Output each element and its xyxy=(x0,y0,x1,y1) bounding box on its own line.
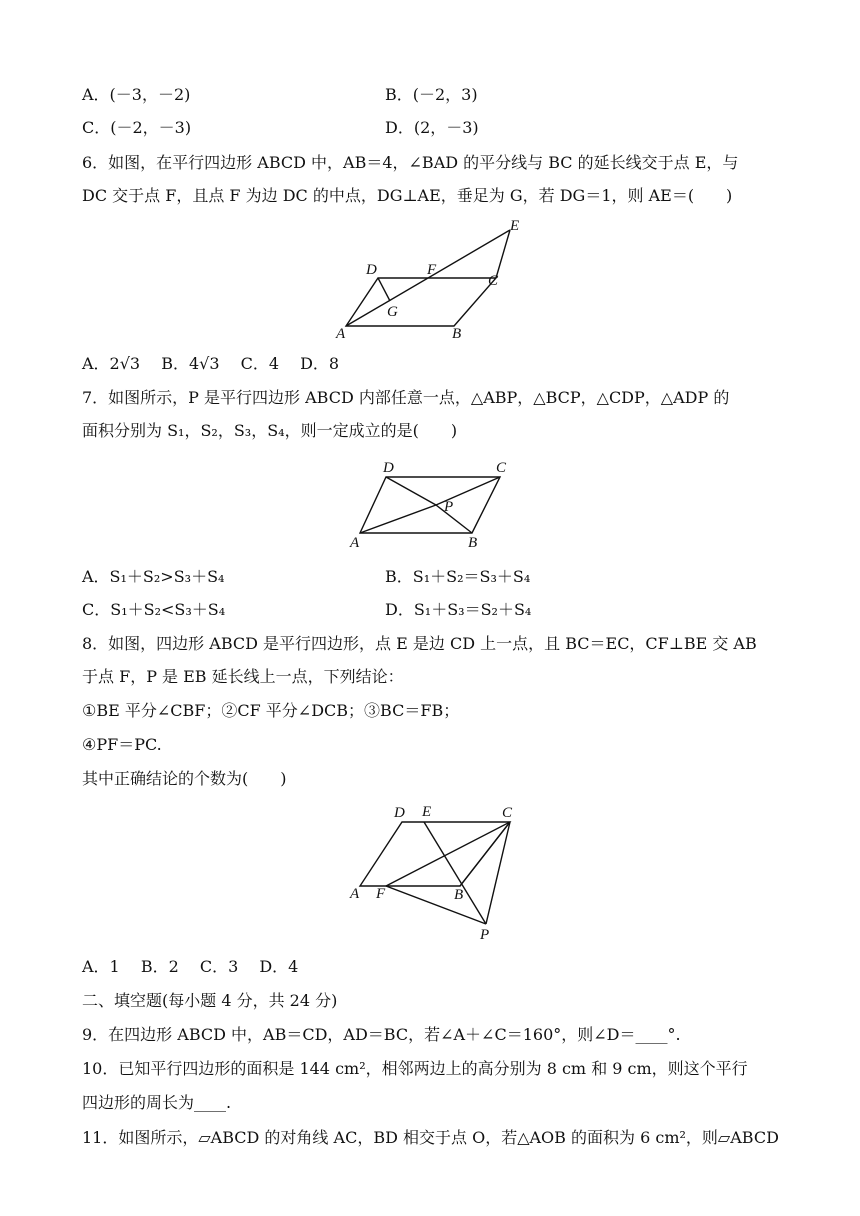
q7-label-c: C xyxy=(496,460,507,476)
q8-parallelogram xyxy=(360,822,510,886)
q6-label-a: A xyxy=(336,326,346,342)
q6-figure xyxy=(330,210,540,345)
q9-stem: 9．在四边形 ABCD 中，AB＝CD，AD＝BC，若∠A＋∠C＝160°，则∠D＝____°. xyxy=(82,1025,681,1044)
q8-segment-fp xyxy=(386,886,486,924)
section-heading: 二、填空题(每小题 4 分，共 24 分) xyxy=(82,991,338,1010)
q10-stem-line2: 四边形的周长为____. xyxy=(82,1093,232,1112)
q5-option-c: C．(－2，－3) xyxy=(82,118,192,137)
q7-stem-line1: 7．如图所示，P 是平行四边形 ABCD 内部任意一点，△ABP，△BCP，△CDP，△ADP 的 xyxy=(82,388,730,407)
q7-figure xyxy=(340,455,520,555)
q6-label-c: C xyxy=(488,273,499,289)
q8-options: A．1 B．2 C．3 D．4 xyxy=(82,957,299,976)
q6-label-e: E xyxy=(510,218,520,234)
q7-option-c: C．S₁＋S₂<S₃＋S₄ xyxy=(82,600,226,619)
q6-label-g: G xyxy=(387,304,398,320)
q8-segment-cf xyxy=(386,822,510,886)
q8-label-c: C xyxy=(502,805,513,821)
q8-label-f: F xyxy=(376,886,386,902)
q7-label-b: B xyxy=(468,535,478,551)
q8-label-b: B xyxy=(454,887,464,903)
q5-option-a: A．(－3，－2) xyxy=(82,85,191,104)
q6-parallelogram xyxy=(346,278,496,326)
q7-stem-line2: 面积分别为 S₁，S₂，S₃，S₄，则一定成立的是( ) xyxy=(82,421,458,440)
q6-label-f: F xyxy=(427,262,437,278)
q8-stem-line2: 于点 F，P 是 EB 延长线上一点，下列结论： xyxy=(82,667,404,686)
q8-figure xyxy=(340,798,530,946)
q6-stem-line1: 6．如图，在平行四边形 ABCD 中，AB＝4，∠BAD 的平分线与 BC 的延长线交于点 E，与 xyxy=(82,153,739,172)
q7-label-a: A xyxy=(350,535,360,551)
q6-options: A．2√3 B．4√3 C．4 D．8 xyxy=(82,354,340,373)
q7-segment-bp xyxy=(436,505,472,533)
q8-label-e: E xyxy=(422,804,432,820)
q5-option-b: B．(－2，3) xyxy=(385,85,478,104)
q7-label-d: D xyxy=(383,460,394,476)
q8-label-a: A xyxy=(350,886,360,902)
q7-option-a: A．S₁＋S₂>S₃＋S₄ xyxy=(82,567,225,586)
q8-stem-line1: 8．如图，四边形 ABCD 是平行四边形，点 E 是边 CD 上一点，且 BC＝EC，CF⊥BE 交 AB xyxy=(82,634,757,653)
q7-segment-dp xyxy=(386,477,436,505)
q11-stem: 11．如图所示，▱ABCD 的对角线 AC，BD 相交于点 O，若△AOB 的面积为 6 cm²，则▱ABCD xyxy=(82,1128,779,1147)
q8-conclusions-1-3: ①BE 平分∠CBF；②CF 平分∠DCB；③BC＝FB； xyxy=(82,701,460,720)
q7-option-d: D．S₁＋S₃＝S₂＋S₄ xyxy=(385,600,532,619)
q6-label-d: D xyxy=(366,262,377,278)
q8-label-p: P xyxy=(480,927,490,943)
q8-label-d: D xyxy=(394,805,405,821)
q7-option-b: B．S₁＋S₂＝S₃＋S₄ xyxy=(385,567,531,586)
q8-question: 其中正确结论的个数为( ) xyxy=(82,769,287,788)
q6-stem-line2: DC 交于点 F，且点 F 为边 DC 的中点，DG⊥AE，垂足为 G，若 DG＝1，则 AE＝( ) xyxy=(82,186,733,205)
q8-conclusion-4: ④PF＝PC. xyxy=(82,735,162,754)
q5-option-d: D．(2，－3) xyxy=(385,118,479,137)
q10-stem-line1: 10．已知平行四边形的面积是 144 cm²，相邻两边上的高分别为 8 cm 和 9 cm，则这个平行 xyxy=(82,1059,748,1078)
q8-segment-ep xyxy=(424,822,486,924)
q6-label-b: B xyxy=(452,326,462,342)
q7-label-p: P xyxy=(444,499,454,515)
q6-segment-dg xyxy=(378,278,390,301)
